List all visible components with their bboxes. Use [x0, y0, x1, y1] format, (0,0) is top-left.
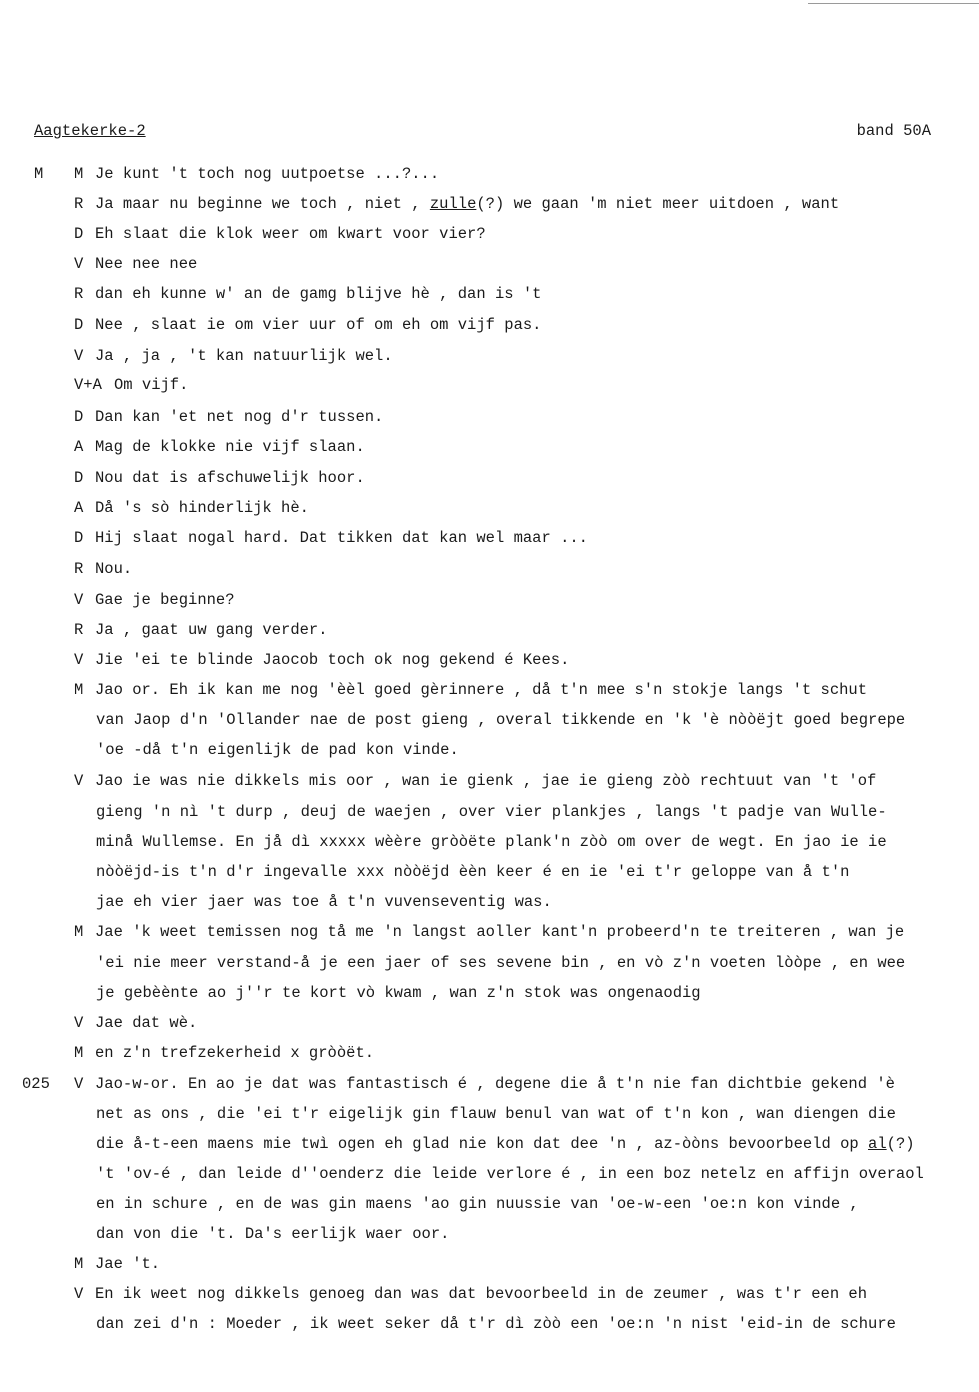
line-text: en z'n trefzekerheid x gròòët. [95, 1044, 375, 1062]
transcript-line [74, 468, 365, 488]
speaker-label: V+A [74, 376, 102, 394]
line-text: Ja maar nu beginne we toch , niet , [95, 195, 430, 213]
speaker-label: M [74, 681, 84, 699]
transcript-line [74, 528, 588, 548]
speaker-label: V [74, 651, 84, 669]
line-text: Eh slaat die klok weer om kwart voor vier? [95, 225, 486, 243]
transcript-line [74, 1134, 915, 1154]
line-text: Jao or. Eh ik kan me nog 'èèl goed gèrinnere , då t'n mee s'n stokje langs 't schut [95, 681, 868, 699]
line-text: Nou. [95, 560, 133, 578]
line-text: 'oe -då t'n eigenlijk de pad kon vinde. [96, 741, 459, 759]
line-text: (?) [886, 1135, 915, 1153]
margin-speaker-label: M [34, 165, 44, 183]
line-text: 'ei nie meer verstand-å je een jaer of ses sevene bin , en vò z'n voeten lòòpe , en wee [96, 954, 906, 972]
speaker-label: A [74, 499, 84, 517]
transcript-line [74, 407, 383, 427]
transcript-line [74, 224, 486, 244]
line-text: En ik weet nog dikkels genoeg dan was dat bevoorbeeld in de zeumer , was t'r een eh [95, 1285, 868, 1303]
transcript-line [74, 1314, 896, 1334]
speaker-label: R [74, 285, 84, 303]
line-text: Mag de klokke nie vijf slaan. [95, 438, 365, 456]
transcript-line [74, 680, 867, 700]
line-text: Då 's sò hinderlijk hè. [95, 499, 309, 517]
transcript-line [74, 437, 365, 457]
underlined-word: al [868, 1135, 887, 1153]
transcript-line [74, 922, 904, 942]
speaker-label: V [74, 347, 84, 365]
transcript-line [74, 254, 197, 274]
transcript-line [74, 284, 541, 304]
transcript-line [74, 498, 309, 518]
transcript-line [74, 953, 905, 973]
speaker-label: M [74, 165, 84, 183]
speaker-label: R [74, 195, 84, 213]
transcript-line [74, 832, 887, 852]
line-text: Hij slaat nogal hard. Dat tikken dat kan wel maar ... [95, 529, 588, 547]
transcript-line [74, 559, 132, 579]
transcript-line [74, 740, 459, 760]
speaker-label: V [74, 591, 84, 609]
transcript-line [74, 650, 569, 670]
speaker-label: R [74, 560, 84, 578]
transcript-line [74, 862, 849, 882]
line-text: Je kunt 't toch nog uutpoetse ...?... [95, 165, 440, 183]
line-text: (?) we gaan 'm niet meer uitdoen , want [476, 195, 840, 213]
transcript-line [74, 1104, 896, 1124]
line-text: minå Wullemse. En jå dì xxxxx wèère gròòëte plank'n zòò om over de wegt. En jao ie ie [96, 833, 887, 851]
transcript-line [74, 1164, 924, 1184]
line-text: Jao-w-or. En ao je dat was fantastisch é , degene die å t'n nie fan dichtbie gekend 'è [95, 1075, 895, 1093]
line-text: jae eh vier jaer was toe å t'n vuvenseventig was. [96, 893, 552, 911]
transcript-line [74, 710, 905, 730]
line-text: Jae dat wè. [95, 1014, 198, 1032]
line-text: dan zei d'n : Moeder , ik weet seker då t'r dì zòò een 'oe:n 'n nist 'eid-in de schure [96, 1315, 896, 1333]
speaker-label: A [74, 438, 84, 456]
speaker-label: D [74, 225, 84, 243]
speaker-label: V [74, 772, 84, 790]
speaker-label: R [74, 621, 84, 639]
transcript-line [74, 375, 188, 395]
line-text: dan von die 't. Da's eerlijk waer oor. [96, 1225, 450, 1243]
page-header [34, 122, 931, 142]
transcript-line [74, 1194, 859, 1214]
transcript-line [74, 590, 235, 610]
line-text: 't 'ov-é , dan leide d''oenderz die leide verlore é , in een boz netelz en affijn overaol [96, 1165, 924, 1183]
speaker-label: V [74, 1285, 84, 1303]
transcript-line [74, 346, 393, 366]
speaker-label: V [74, 1075, 84, 1093]
line-text: Jae 'k weet temissen nog tå me 'n langst aoller kant'n probeerd'n te treiteren , wan je [95, 923, 905, 941]
line-text: gieng 'n nì 't durp , deuj de waejen , over vier plankjes , langs 't padje van Wulle- [96, 803, 887, 821]
underlined-word: zulle [429, 195, 477, 213]
transcript-line [74, 1224, 449, 1244]
line-text: Gae je beginne? [95, 591, 235, 609]
speaker-label: M [74, 923, 84, 941]
transcript-line [74, 194, 839, 214]
line-text: Ja , gaat uw gang verder. [95, 621, 328, 639]
line-text: die å-t-een maens mie twì ogen eh glad nie kon dat dee 'n , az-òòns bevoorbeeld op [96, 1135, 869, 1153]
line-text: Nou dat is afschuwelijk hoor. [95, 469, 365, 487]
line-text: je gebèènte ao j''r te kort vò kwam , wan z'n stok was ongenaodig [96, 984, 701, 1002]
speaker-label: V [74, 255, 84, 273]
line-text: Om vijf. [114, 376, 189, 394]
band-number: band 50A [856, 122, 931, 140]
line-text: nòòëjd-is t'n d'r ingevalle xxx nòòëjd èèn keer é en ie 'ei t'r geloppe van å t'n [96, 863, 850, 881]
speaker-label: M [74, 1255, 84, 1273]
transcript-line [74, 1013, 197, 1033]
line-text: Nee nee nee [95, 255, 198, 273]
transcript-line [74, 1284, 867, 1304]
speaker-label: D [74, 316, 84, 334]
line-text: Jae 't. [95, 1255, 161, 1273]
transcript-line [74, 1074, 895, 1094]
line-text: Jie 'ei te blinde Jaocob toch ok nog gekend é Kees. [95, 651, 570, 669]
speaker-label: D [74, 529, 84, 547]
transcript-line [74, 802, 887, 822]
transcript-line [74, 1254, 160, 1274]
line-text: Ja , ja , 't kan natuurlijk wel. [95, 347, 393, 365]
speaker-label: V [74, 1014, 84, 1032]
transcript-line [74, 771, 876, 791]
line-text: Jao ie was nie dikkels mis oor , wan ie gienk , jae ie gieng zòò rechtuut van 't 'of [95, 772, 877, 790]
line-text: van Jaop d'n 'Ollander nae de post gieng , overal tikkende en 'k 'è nòòëjt goed begrepe [96, 711, 906, 729]
transcript-line [74, 892, 552, 912]
line-text: Nee , slaat ie om vier uur of om eh om vijf pas. [95, 316, 542, 334]
line-text: Dan kan 'et net nog d'r tussen. [95, 408, 384, 426]
line-text: net as ons , die 'ei t'r eigelijk gin flauw benul van wat of t'n kon , wan diengen die [96, 1105, 896, 1123]
transcript-line [74, 315, 541, 335]
top-rule [808, 3, 979, 4]
line-number: 025 [22, 1075, 50, 1093]
place-name: Aagtekerke-2 [34, 122, 146, 140]
speaker-label: D [74, 408, 84, 426]
transcript-line [74, 1043, 374, 1063]
transcript-line [74, 164, 439, 184]
transcript-line [74, 620, 328, 640]
line-text: dan eh kunne w' an de gamg blijve hè , dan is 't [95, 285, 542, 303]
speaker-label: D [74, 469, 84, 487]
transcript-line [74, 983, 701, 1003]
speaker-label: M [74, 1044, 84, 1062]
line-text: en in schure , en de was gin maens 'ao gin nuussie van 'oe-w-een 'oe:n kon vinde , [96, 1195, 859, 1213]
